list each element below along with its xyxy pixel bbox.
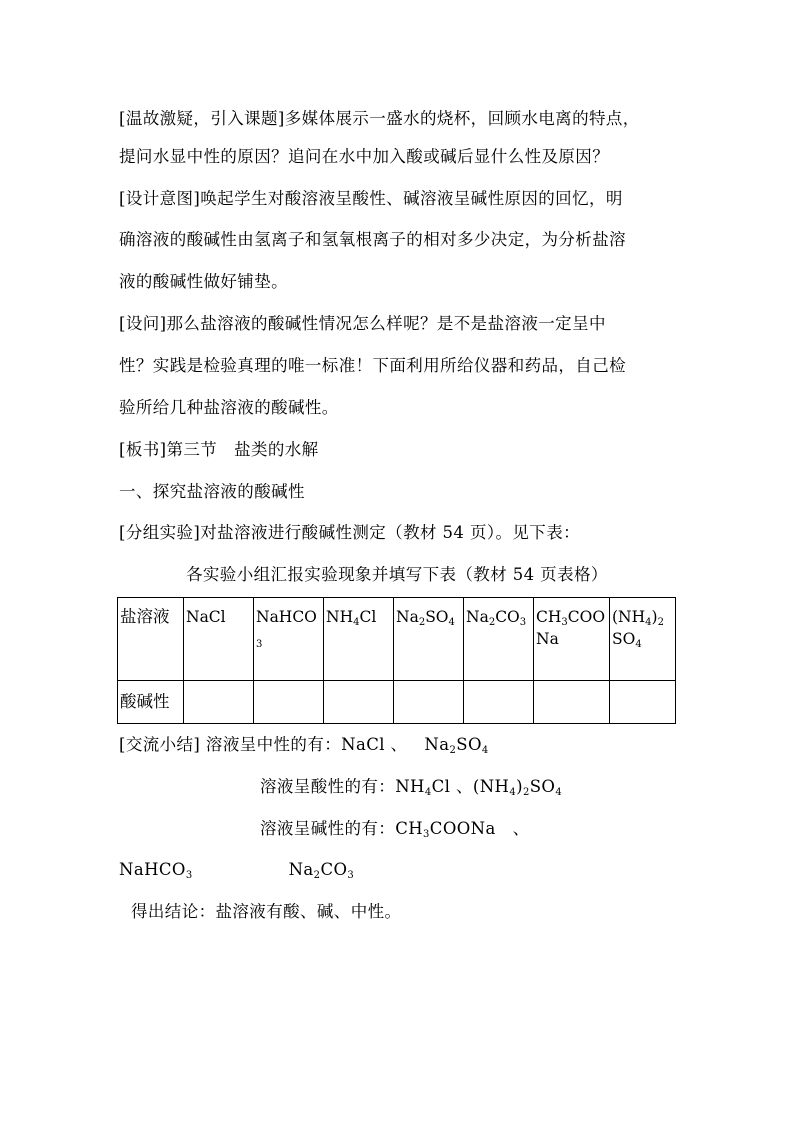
- conclusion-line: 得出结论：盐溶液有酸、碱、中性。: [131, 902, 402, 921]
- summary-acidic-line: 溶液呈酸性的有：$NH_4Cl$ 、$(NH_4)_2SO_4$: [260, 777, 563, 798]
- section-heading: 一、探究盐溶液的酸碱性: [119, 482, 305, 501]
- acidity-cell: [534, 681, 610, 724]
- salt-cell-nh4-2so4: $(NH_4)_2SO_4$: [610, 598, 676, 681]
- blackboard-heading: [板书]第三节 盐类的水解: [119, 440, 319, 459]
- acidity-cell: [394, 681, 464, 724]
- summary-basic-line: 溶液呈碱性的有：$CH_3COONa$ 、: [260, 819, 530, 840]
- salt-cell-ch3coona: $CH_3COONa$: [534, 598, 610, 681]
- acidity-cell: [464, 681, 534, 724]
- salt-cell-nahco3: NaHCO$_3$: [254, 598, 324, 681]
- salt-cell-na2co3: $Na_2CO_3$: [464, 598, 534, 681]
- salt-cell-na2so4: $Na_2SO_4$: [394, 598, 464, 681]
- paragraph-line-2: 提问水显中性的原因？追问在水中加入酸或碱后显什么性及原因？: [119, 147, 610, 166]
- summary-basic-continued-line: NaHCO$_3$ $Na_2CO_3$: [119, 860, 355, 881]
- salt-cell-nacl: NaCl: [184, 598, 254, 681]
- table-row-acidity: [118, 681, 676, 724]
- table-caption: 各实验小组汇报实验现象并填写下表（教材 54 页表格）: [186, 565, 608, 584]
- row-header-salt-solution: 盐溶液: [118, 598, 184, 681]
- paragraph-line-1: [温故激疑，引入课题]多媒体展示一盛水的烧杯，回顾水电离的特点，: [119, 109, 640, 128]
- acidity-cell: [324, 681, 394, 724]
- row-header-acidity: 酸碱性: [118, 681, 184, 724]
- acidity-cell: [254, 681, 324, 724]
- paragraph-line-7: 性？实践是检验真理的唯一标准！下面利用所给仪器和药品，自己检: [119, 356, 626, 375]
- acidity-cell: [184, 681, 254, 724]
- experiment-table: [117, 597, 676, 724]
- paragraph-line-6: [设问]那么盐溶液的酸碱性情况怎么样呢？是不是盐溶液一定呈中: [119, 314, 606, 333]
- paragraph-line-3: [设计意图]唤起学生对酸溶液呈酸性、碱溶液呈碱性原因的回忆，明: [119, 189, 623, 208]
- paragraph-line-8: 验所给几种盐溶液的酸碱性。: [119, 398, 339, 417]
- paragraph-line-4: 确溶液的酸碱性由氢离子和氢氧根离子的相对多少决定，为分析盐溶: [119, 230, 626, 249]
- summary-neutral-line: [交流小结] 溶液呈中性的有：NaCl 、 $Na_2SO_4$: [119, 735, 489, 756]
- salt-cell-nh4cl: $NH_4Cl$: [324, 598, 394, 681]
- paragraph-line-5: 液的酸碱性做好铺垫。: [119, 272, 288, 291]
- group-experiment-line: [分组实验]对盐溶液进行酸碱性测定（教材 54 页）。见下表：: [119, 523, 581, 542]
- table-row-salts: [118, 598, 676, 681]
- acidity-cell: [610, 681, 676, 724]
